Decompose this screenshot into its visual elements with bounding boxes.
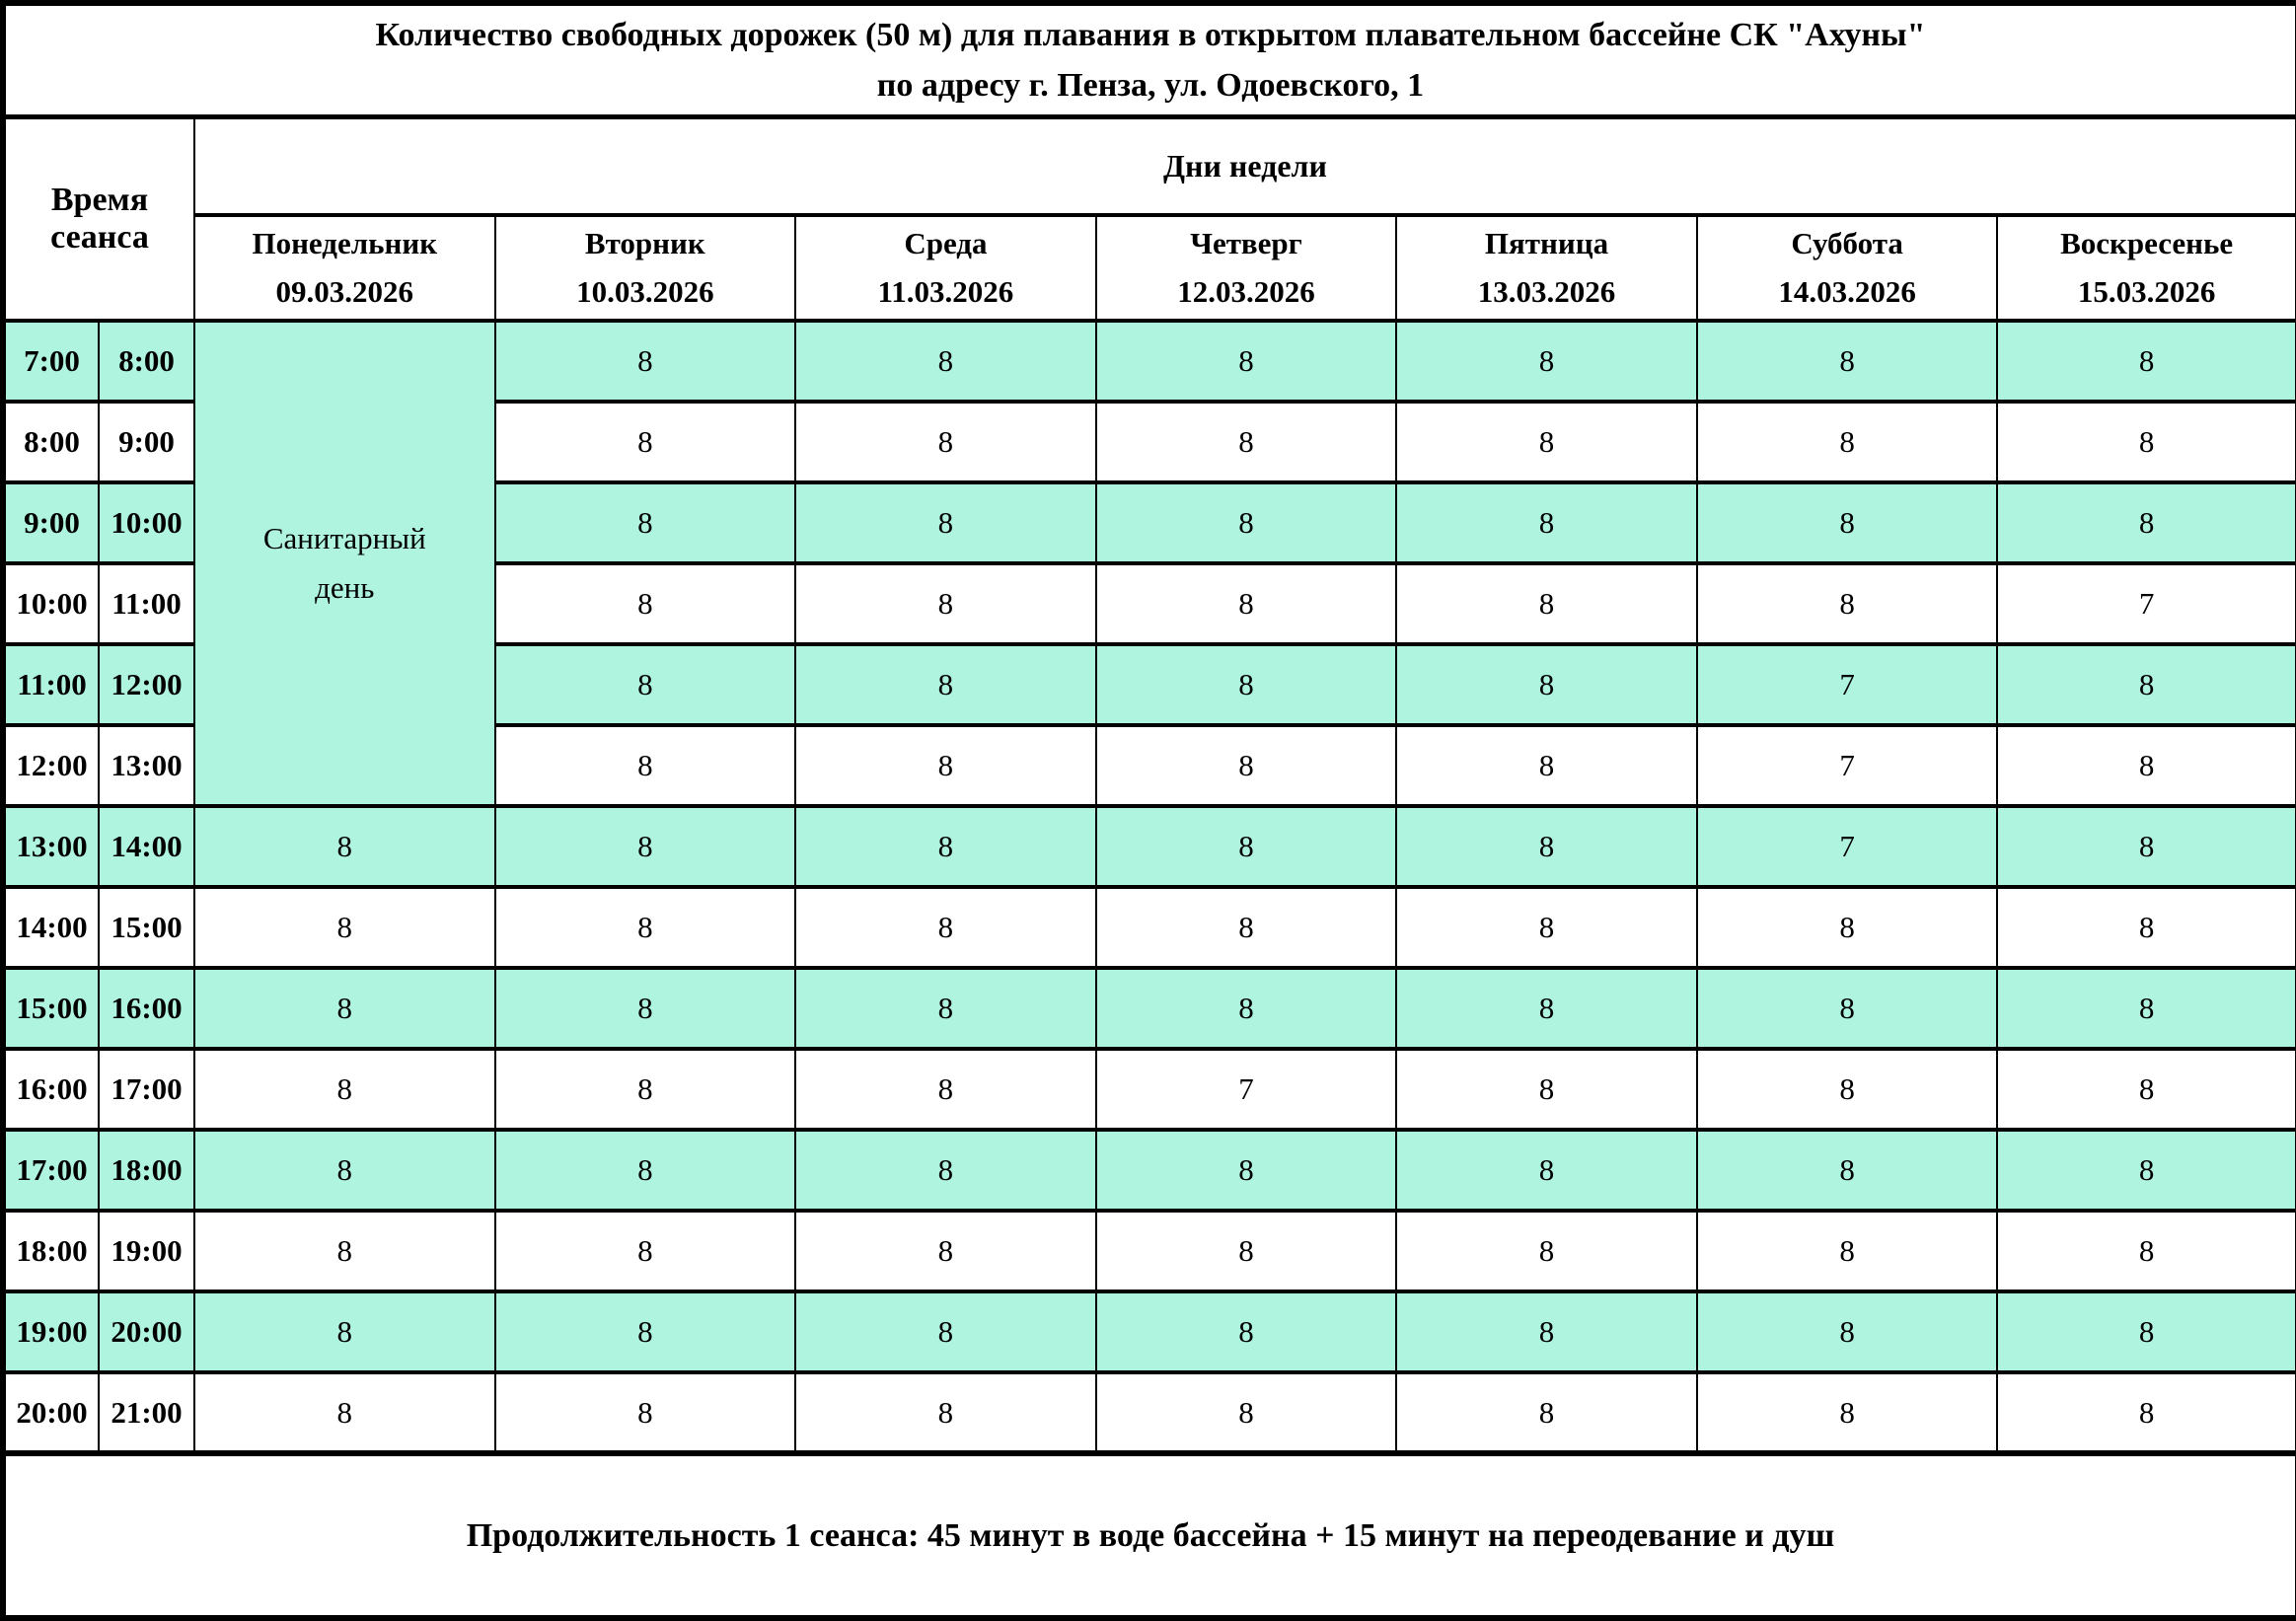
footer-row (3, 1453, 2296, 1618)
lane-count-cell: 8 (1997, 806, 2296, 887)
lane-count-cell: 8 (495, 482, 796, 563)
session-end-time: 8:00 (99, 321, 194, 402)
lane-count-cell: 8 (795, 402, 1096, 482)
lane-count-cell: 8 (495, 563, 796, 644)
lane-count-cell: 8 (1697, 968, 1998, 1049)
session-end-time: 9:00 (99, 402, 194, 482)
lane-count-cell: 8 (194, 887, 495, 968)
title-row (3, 3, 2296, 116)
lane-count-cell: 8 (1396, 887, 1697, 968)
session-start-time: 10:00 (3, 563, 99, 644)
lane-count-cell: 8 (795, 725, 1096, 806)
lane-count-cell: 8 (495, 1130, 796, 1211)
session-start-time: 19:00 (3, 1291, 99, 1372)
lane-count-cell: 8 (194, 1130, 495, 1211)
day-name: Понедельник (252, 226, 438, 261)
sanitary-day-cell (194, 321, 495, 806)
schedule-row (3, 1372, 2296, 1453)
lane-count-cell: 8 (194, 1049, 495, 1130)
lane-count-cell: 8 (194, 1291, 495, 1372)
session-end-time: 19:00 (99, 1211, 194, 1291)
session-end-time: 21:00 (99, 1372, 194, 1453)
lane-count-cell: 7 (1697, 644, 1998, 725)
lane-count-cell: 8 (1396, 1211, 1697, 1291)
lane-count-cell: 8 (1997, 321, 2296, 402)
lane-count-cell: 7 (1697, 725, 1998, 806)
lane-count-cell: 8 (1697, 321, 1998, 402)
lane-count-cell: 8 (795, 644, 1096, 725)
day-header-2 (495, 215, 796, 321)
lane-count-cell: 8 (1096, 644, 1397, 725)
lane-count-cell: 8 (1997, 1049, 2296, 1130)
lane-count-cell: 8 (495, 968, 796, 1049)
session-end-time: 15:00 (99, 887, 194, 968)
schedule-row (3, 887, 2296, 968)
lane-count-cell: 8 (1396, 806, 1697, 887)
time-column-header: Время сеанса (3, 116, 194, 321)
session-end-time: 10:00 (99, 482, 194, 563)
day-date: 15.03.2026 (2077, 273, 2216, 309)
session-start-time: 8:00 (3, 402, 99, 482)
session-end-time: 17:00 (99, 1049, 194, 1130)
schedule-row (3, 321, 2296, 402)
lane-count-cell: 8 (495, 1211, 796, 1291)
lane-count-cell: 8 (1396, 1291, 1697, 1372)
session-start-time: 14:00 (3, 887, 99, 968)
lane-count-cell: 8 (1096, 1291, 1397, 1372)
page-title (3, 3, 2296, 116)
lane-count-cell: 8 (1396, 321, 1697, 402)
lane-count-cell: 8 (795, 968, 1096, 1049)
day-header-4 (1096, 215, 1397, 321)
session-duration-note: Продолжительность 1 сеанса: 45 минут в воде бассейна + 15 минут на переодевание и душ (3, 1453, 2296, 1618)
lane-count-cell: 8 (795, 1372, 1096, 1453)
lane-count-cell: 8 (795, 887, 1096, 968)
sanitary-day-line2: день (315, 570, 375, 605)
lane-count-cell: 8 (1096, 1130, 1397, 1211)
session-end-time: 13:00 (99, 725, 194, 806)
lane-count-cell: 8 (1096, 725, 1397, 806)
schedule-row (3, 1049, 2296, 1130)
lane-count-cell: 8 (1096, 806, 1397, 887)
page-title-line1: Количество свободных дорожек (50 м) для плавания в открытом плавательном бассейне СК "Ахуны" (375, 16, 1926, 53)
session-start-time: 13:00 (3, 806, 99, 887)
lane-count-cell: 8 (1396, 1049, 1697, 1130)
lane-count-cell: 8 (795, 1130, 1096, 1211)
lane-count-cell: 8 (495, 887, 796, 968)
sanitary-day-line1: Санитарный (262, 521, 426, 556)
lane-count-cell: 8 (1697, 1049, 1998, 1130)
lane-count-cell: 8 (495, 1372, 796, 1453)
session-start-time: 9:00 (3, 482, 99, 563)
lane-count-cell: 8 (1096, 482, 1397, 563)
days-group-row (3, 116, 2296, 215)
lane-count-cell: 8 (1997, 1130, 2296, 1211)
lane-count-cell: 8 (495, 321, 796, 402)
schedule-row (3, 806, 2296, 887)
lane-count-cell: 8 (1997, 887, 2296, 968)
lane-count-cell: 8 (1096, 321, 1397, 402)
lane-count-cell: 8 (1997, 725, 2296, 806)
schedule-row (3, 1211, 2296, 1291)
lane-count-cell: 8 (1396, 482, 1697, 563)
lane-count-cell: 8 (1997, 482, 2296, 563)
lane-count-cell: 8 (1396, 1130, 1697, 1211)
session-start-time: 17:00 (3, 1130, 99, 1211)
session-start-time: 16:00 (3, 1049, 99, 1130)
session-start-time: 20:00 (3, 1372, 99, 1453)
lane-count-cell: 8 (1396, 725, 1697, 806)
day-name: Суббота (1791, 226, 1903, 261)
session-end-time: 18:00 (99, 1130, 194, 1211)
days-of-week-header: Дни недели (194, 116, 2296, 215)
lane-count-cell: 8 (1997, 968, 2296, 1049)
lane-count-cell: 8 (1697, 402, 1998, 482)
lane-count-cell: 8 (495, 1291, 796, 1372)
day-date: 13.03.2026 (1477, 273, 1616, 309)
lane-count-cell: 8 (1997, 1372, 2296, 1453)
lane-count-cell: 8 (795, 1049, 1096, 1130)
schedule-row (3, 968, 2296, 1049)
lane-count-cell: 7 (1997, 563, 2296, 644)
session-end-time: 20:00 (99, 1291, 194, 1372)
session-start-time: 12:00 (3, 725, 99, 806)
schedule-row (3, 1130, 2296, 1211)
lane-count-cell: 8 (1697, 1211, 1998, 1291)
lane-count-cell: 8 (1697, 1372, 1998, 1453)
day-date: 14.03.2026 (1778, 273, 1916, 309)
day-date: 10.03.2026 (576, 273, 714, 309)
day-header-3 (795, 215, 1096, 321)
lane-count-cell: 8 (1697, 1130, 1998, 1211)
day-date: 09.03.2026 (275, 273, 414, 309)
lane-count-cell: 8 (1396, 644, 1697, 725)
lane-count-cell: 8 (1697, 887, 1998, 968)
lane-count-cell: 8 (495, 402, 796, 482)
day-name: Пятница (1484, 226, 1609, 261)
lane-count-cell: 8 (795, 1291, 1096, 1372)
lane-count-cell: 8 (1396, 563, 1697, 644)
lane-count-cell: 8 (1096, 887, 1397, 968)
lane-count-cell: 8 (1997, 1211, 2296, 1291)
lane-count-cell: 8 (1697, 1291, 1998, 1372)
lane-count-cell: 8 (1096, 1211, 1397, 1291)
lane-count-cell: 8 (1997, 1291, 2296, 1372)
day-name: Четверг (1190, 226, 1302, 261)
schedule-body (3, 321, 2296, 1453)
lane-count-cell: 8 (495, 806, 796, 887)
session-end-time: 16:00 (99, 968, 194, 1049)
day-date: 12.03.2026 (1177, 273, 1315, 309)
lane-count-cell: 8 (1697, 563, 1998, 644)
session-start-time: 18:00 (3, 1211, 99, 1291)
lane-count-cell: 8 (1697, 482, 1998, 563)
session-start-time: 15:00 (3, 968, 99, 1049)
page-title-line2: по адресу г. Пенза, ул. Одоевского, 1 (876, 66, 1425, 104)
lane-count-cell: 8 (1396, 968, 1697, 1049)
day-header-6 (1697, 215, 1998, 321)
day-header-row (3, 215, 2296, 321)
session-end-time: 11:00 (99, 563, 194, 644)
lane-count-cell: 8 (795, 806, 1096, 887)
lane-count-cell: 8 (1396, 1372, 1697, 1453)
lane-count-cell: 8 (194, 1372, 495, 1453)
day-name: Воскресенье (2060, 226, 2234, 261)
lane-count-cell: 8 (194, 968, 495, 1049)
lane-count-cell: 8 (1096, 1372, 1397, 1453)
session-start-time: 11:00 (3, 644, 99, 725)
lane-count-cell: 8 (1997, 644, 2296, 725)
session-end-time: 14:00 (99, 806, 194, 887)
lane-count-cell: 8 (194, 1211, 495, 1291)
lane-count-cell: 8 (795, 1211, 1096, 1291)
lane-count-cell: 7 (1697, 806, 1998, 887)
day-header-1 (194, 215, 495, 321)
lane-count-cell: 8 (1997, 402, 2296, 482)
lane-count-cell: 8 (795, 563, 1096, 644)
lane-count-cell: 8 (495, 644, 796, 725)
session-end-time: 12:00 (99, 644, 194, 725)
session-start-time: 7:00 (3, 321, 99, 402)
lane-count-cell: 8 (1396, 402, 1697, 482)
lane-count-cell: 8 (194, 806, 495, 887)
day-name: Вторник (584, 226, 705, 261)
lane-count-cell: 8 (495, 1049, 796, 1130)
lane-count-cell: 8 (795, 321, 1096, 402)
lane-count-cell: 8 (795, 482, 1096, 563)
lane-count-cell: 8 (495, 725, 796, 806)
day-date: 11.03.2026 (877, 273, 1014, 309)
day-name: Среда (904, 226, 988, 261)
day-header-7 (1997, 215, 2296, 321)
day-header-5 (1396, 215, 1697, 321)
lane-count-cell: 7 (1096, 1049, 1397, 1130)
schedule-row (3, 1291, 2296, 1372)
lane-count-cell: 8 (1096, 402, 1397, 482)
lane-count-cell: 8 (1096, 968, 1397, 1049)
lane-count-cell: 8 (1096, 563, 1397, 644)
